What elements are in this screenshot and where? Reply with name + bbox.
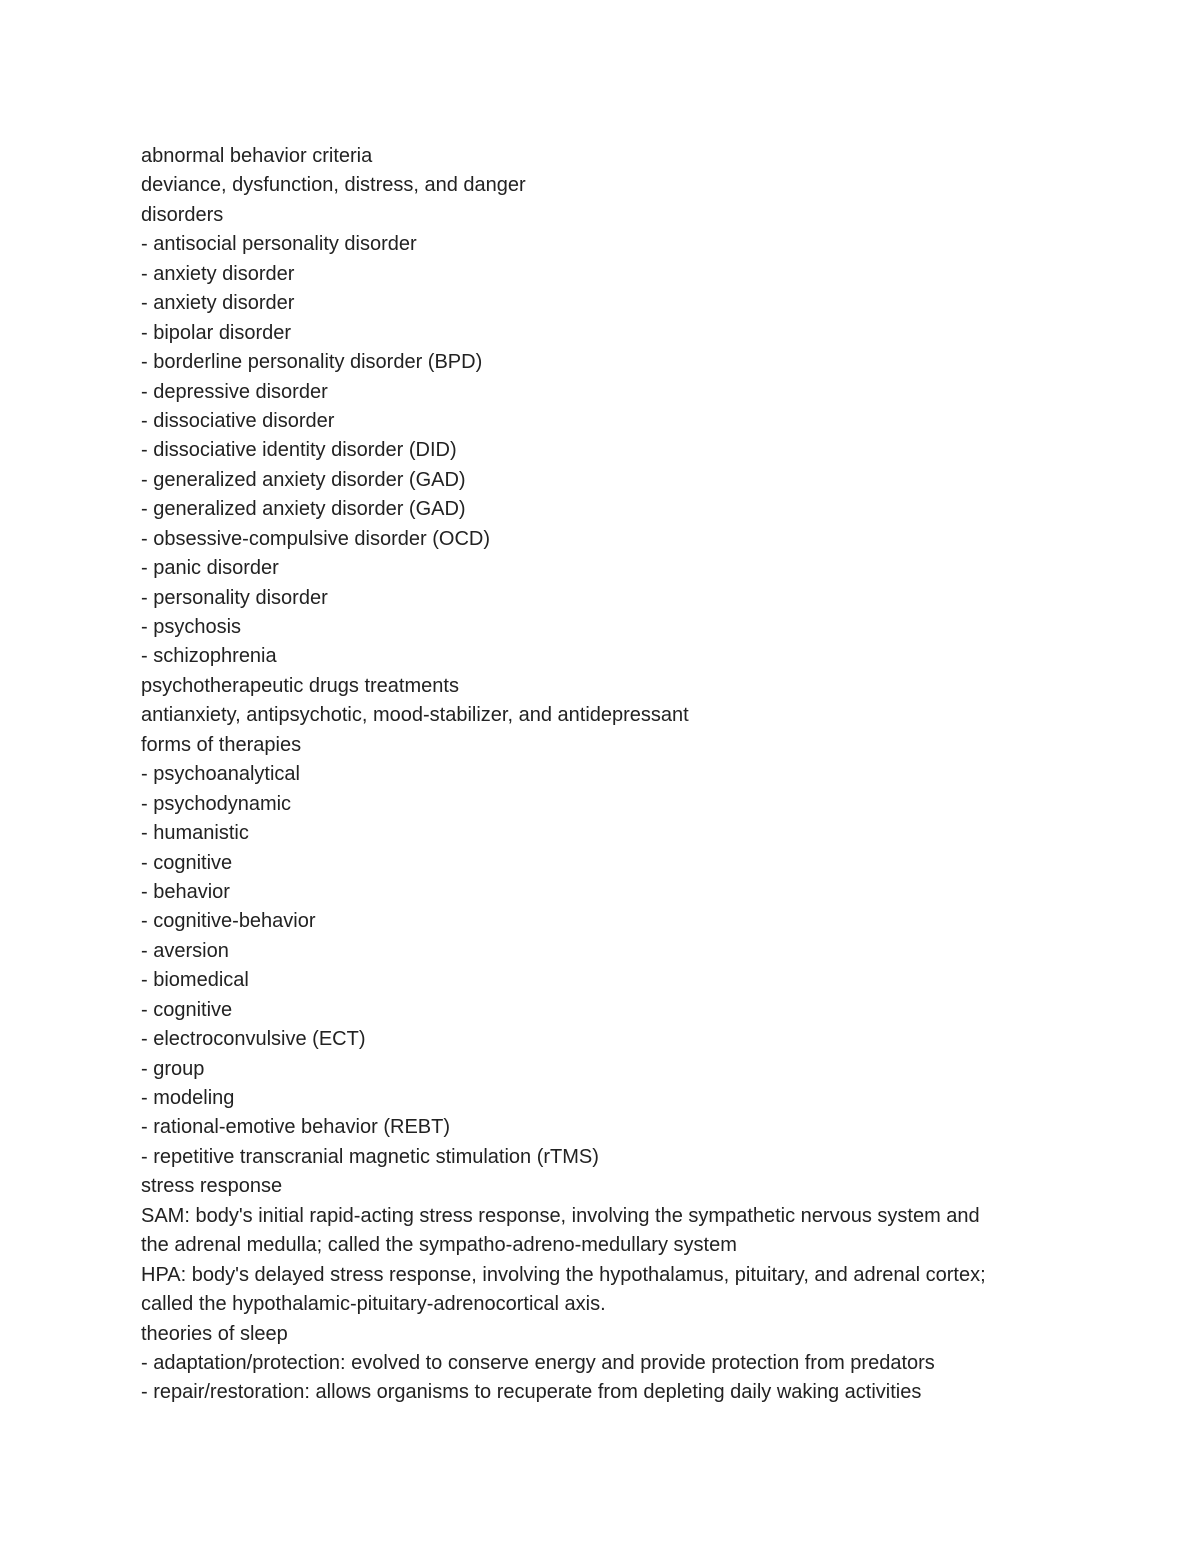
text-line: SAM: body's initial rapid-acting stress response, involving the sympathetic nervous system and <box>141 1204 980 1227</box>
text-line: - generalized anxiety disorder (GAD) <box>141 468 466 491</box>
text-line: - cognitive-behavior <box>141 910 316 933</box>
text-line: - obsessive-compulsive disorder (OCD) <box>141 527 490 550</box>
text-line: - repetitive transcranial magnetic stimulation (rTMS) <box>141 1145 599 1168</box>
text-line: - biomedical <box>141 969 249 992</box>
text-line: - humanistic <box>141 822 249 845</box>
text-line: - psychosis <box>141 616 242 638</box>
text-line: deviance, dysfunction, distress, and danger <box>141 174 526 197</box>
text-line: - generalized anxiety disorder (GAD) <box>141 498 466 521</box>
text-line: disorders <box>141 203 224 226</box>
text-line: - cognitive <box>141 851 233 874</box>
text-line: - depressive disorder <box>141 380 328 403</box>
text-line: - dissociative disorder <box>141 409 335 432</box>
text-line: - anxiety disorder <box>141 262 295 285</box>
text-line: - behavior <box>141 880 230 903</box>
text-line: psychotherapeutic drugs treatments <box>141 674 459 697</box>
text-line: theories of sleep <box>141 1322 288 1345</box>
text-line: - personality disorder <box>141 586 328 609</box>
text-line: - antisocial personality disorder <box>141 233 417 256</box>
text-line: - repair/restoration: allows organisms to recuperate from depleting daily waking activities <box>141 1381 922 1404</box>
text-line: - aversion <box>141 939 229 962</box>
text-line: HPA: body's delayed stress response, involving the hypothalamus, pituitary, and adrenal cortex; <box>141 1263 986 1286</box>
text-line: - schizophrenia <box>141 645 277 668</box>
text-line: - psychoanalytical <box>141 763 300 786</box>
text-line: - group <box>141 1057 205 1080</box>
text-line: - bipolar disorder <box>141 321 292 344</box>
text-line: stress response <box>141 1175 283 1198</box>
text-line: antianxiety, antipsychotic, mood-stabilizer, and antidepressant <box>141 704 689 727</box>
text-line: - electroconvulsive (ECT) <box>141 1028 366 1051</box>
text-line: called the hypothalamic-pituitary-adrenocortical axis. <box>141 1293 606 1316</box>
text-line: - panic disorder <box>141 557 279 580</box>
text-line: forms of therapies <box>141 733 302 756</box>
text-line: - rational-emotive behavior (REBT) <box>141 1116 450 1139</box>
text-line: - modeling <box>141 1087 235 1109</box>
text-line: - dissociative identity disorder (DID) <box>141 439 457 462</box>
text-line: - adaptation/protection: evolved to conserve energy and provide protection from predators <box>141 1351 935 1374</box>
text-line: - anxiety disorder <box>141 292 295 315</box>
text-line: - psychodynamic <box>141 792 292 815</box>
text-line: - borderline personality disorder (BPD) <box>141 351 483 374</box>
text-line: - cognitive <box>141 998 233 1021</box>
text-line: the adrenal medulla; called the sympatho-adreno-medullary system <box>141 1234 737 1257</box>
text-line: abnormal behavior criteria <box>141 145 373 167</box>
document-body <box>141 142 1071 1408</box>
